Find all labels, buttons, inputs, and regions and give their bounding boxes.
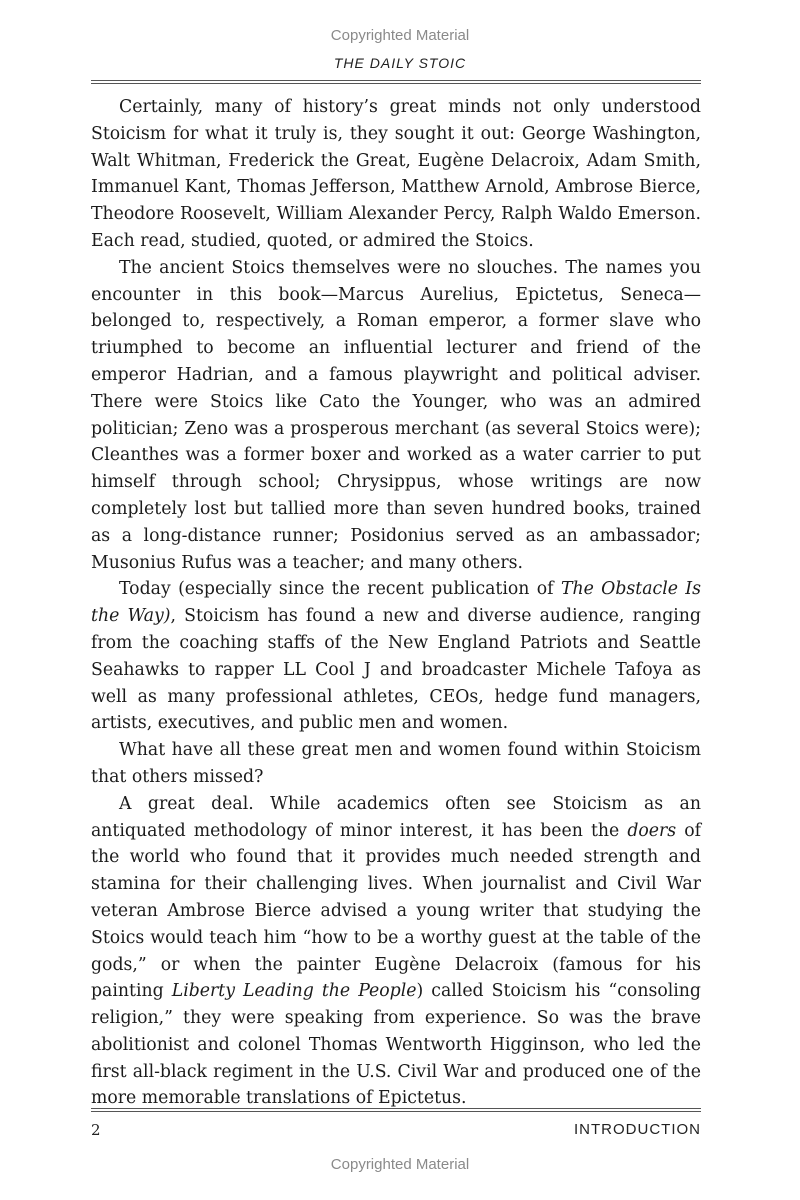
text-run: of the world who found that it provides much needed strength and stamina for their challenging lives. When journalist and Civil War veteran Ambrose Bierce advised a young writer that studying the Stoics would teach him “how to be a worthy guest at the table of the gods,” or when the painter Eugène Delacroix (famous for his painting — [91, 820, 701, 1002]
text-run: Certainly, many of history’s great minds not only understood Stoicism for what it truly is, they sought it out: George Washington, Walt Whitman, Frederick the Great, Eugène Delacroix, Adam Smith, Immanuel Kant, Thomas Jefferson, Matthew Arnold, Ambrose Bierce, Theodore Roosevelt, William Alexander Percy, Ralph Waldo Emerson. Each read, studied, quoted, or admired the Stoics. — [91, 97, 701, 251]
text-run: , Stoicism has found a new and diverse audience, ranging from the coaching staffs of the New England Patriots and Seattle Seahawks to rapper LL Cool J and broadcaster Michele Tafoya as well as many professional athletes, CEOs, hedge fund managers, artists, executives, and public men and women. — [91, 606, 701, 734]
running-head: THE DAILY STOIC — [333, 55, 467, 71]
paragraph — [91, 255, 701, 577]
paragraph — [91, 791, 701, 1113]
text-run: A great deal. While academics often see Stoicism as an antiquated methodology of minor interest, it has been the — [91, 793, 701, 841]
copyright-watermark-bottom: Copyrighted Material — [330, 1156, 470, 1173]
section-title: INTRODUCTION — [574, 1121, 701, 1138]
italic-run: The Obstacle Is the Way) — [91, 579, 701, 627]
paragraph — [91, 737, 701, 791]
page-number: 2 — [91, 1121, 101, 1139]
header-rule — [91, 80, 701, 84]
copyright-watermark-top: Copyrighted Material — [330, 27, 470, 44]
footer-rule — [91, 1108, 701, 1112]
italic-run: doers — [627, 820, 677, 841]
paragraph — [91, 94, 701, 255]
paragraph — [91, 576, 701, 737]
italic-run: Liberty Leading the People — [171, 981, 417, 1002]
body-text — [91, 94, 701, 1112]
text-run: The ancient Stoics themselves were no slouches. The names you encounter in this book—Marcus Aurelius, Epictetus, Seneca—belonged to, respectively, a Roman emperor, a former slave who triumphed to become an influential lecturer and friend of the emperor Hadrian, and a famous playwright and political adviser. There were Stoics like Cato the Younger, who was an admired politician; Zeno was a prosperous merchant (as several Stoics were); Cleanthes was a former boxer and worked as a water carrier to put himself through school; Chrysippus, whose writings are now completely lost but tallied more than seven hundred books, trained as a long-distance runner; Posidonius served as an ambassador; Musonius Rufus was a teacher; and many others. — [91, 257, 701, 573]
text-run: What have all these great men and women found within Stoicism that others missed? — [91, 740, 701, 787]
text-run: ) called Stoicism his “consoling religion,” they were speaking from experience. So was the brave abolitionist and colonel Thomas Wentworth Higginson, who led the first all-black regiment in the U.S. Civil War and produced one of the more memorable translations of Epictetus. — [91, 981, 701, 1109]
text-run: Today (especially since the recent publication of — [119, 579, 561, 600]
